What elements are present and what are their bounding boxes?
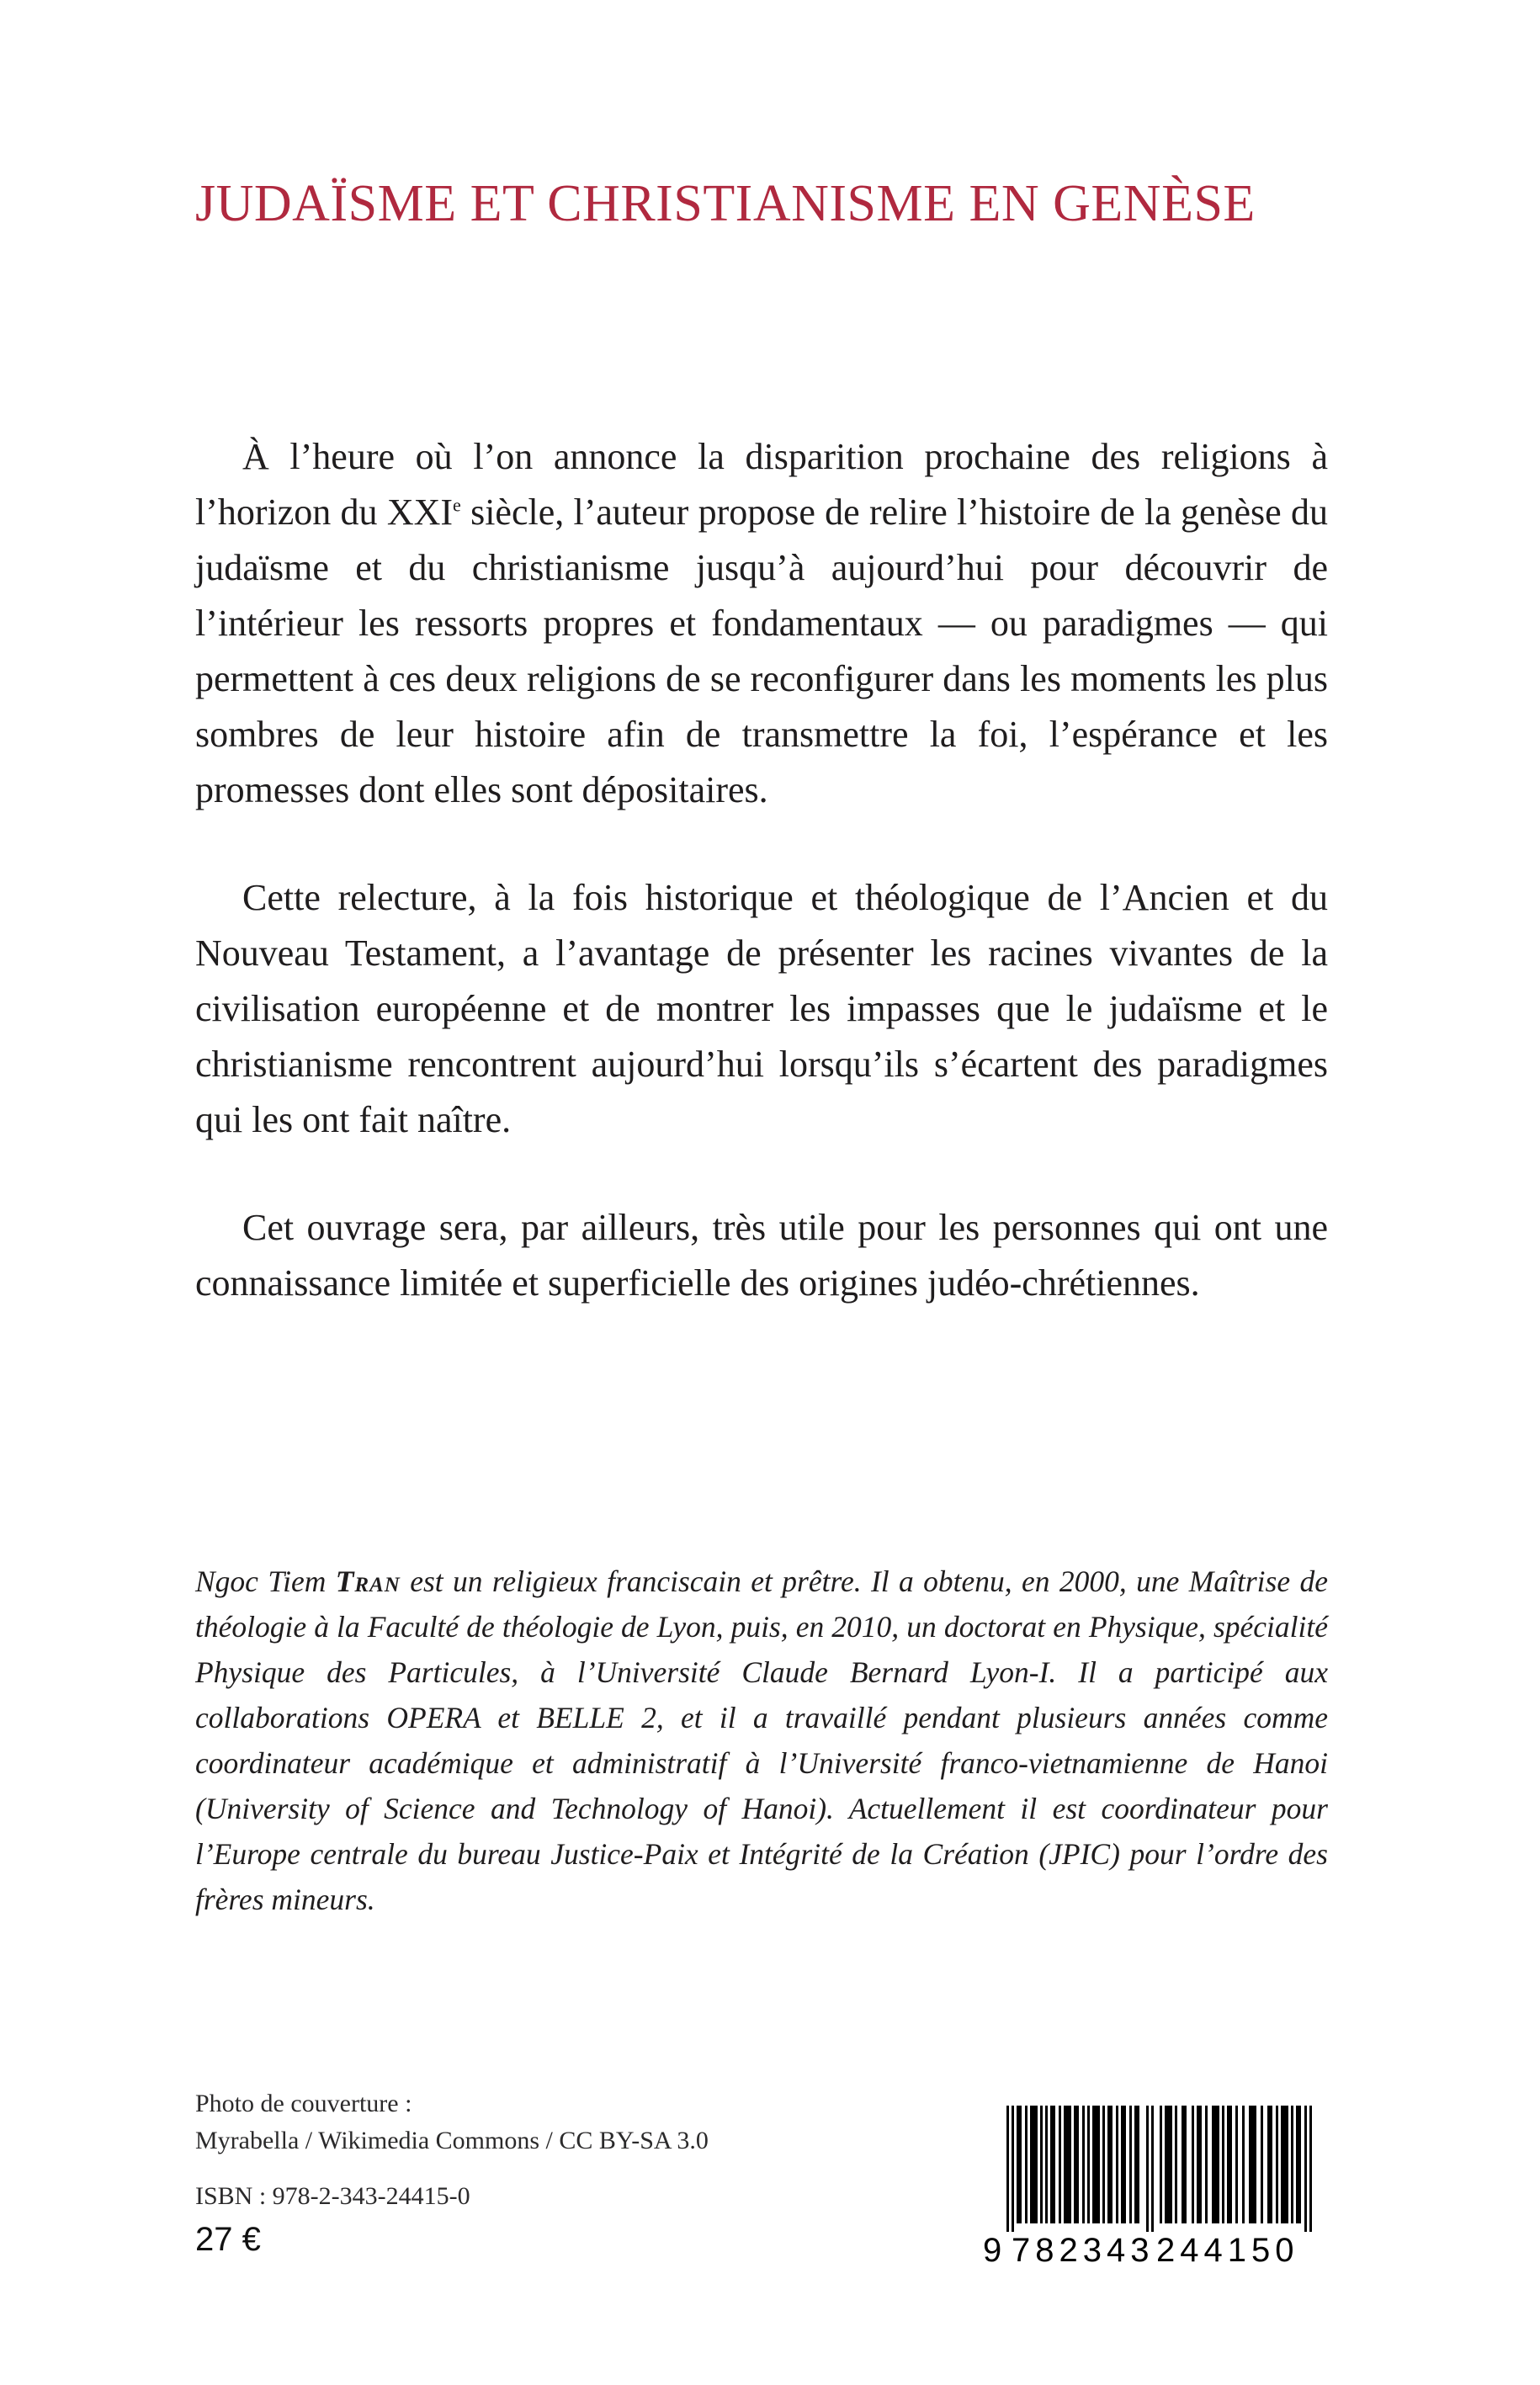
author-last-name: Tran xyxy=(335,1564,401,1598)
barcode-bars xyxy=(983,2106,1336,2232)
barcode-digit-first: 9 xyxy=(983,2232,1007,2269)
synopsis-paragraph-3: Cet ouvrage sera, par ailleurs, très utile pour les personnes qui ont une connaissance limitée et superficielle des origines judéo-chrétiennes. xyxy=(195,1207,1328,1304)
book-title: JUDAÏSME ET CHRISTIANISME EN GENÈSE xyxy=(195,175,1256,232)
barcode-digits-right: 244150 xyxy=(1156,2232,1299,2269)
barcode-digits-left: 782343 xyxy=(1012,2232,1155,2269)
photo-credit-label: Photo de couverture : xyxy=(195,2090,412,2117)
synopsis xyxy=(195,429,1328,1363)
synopsis-paragraph-2: Cette relecture, à la fois historique et théologique de l’Ancien et du Nouveau Testament, a l’avantage de présenter les racines vivantes de la civilisation européenne et de montrer les impasses que le judaïsme et le christianisme rencontrent aujourd’hui lorsqu’ils s’écartent des paradigmes qui les ont fait naître. xyxy=(195,877,1328,1140)
synopsis-p1-end: siècle, l’auteur propose de relire l’histoire de la genèse du judaïsme et du christianisme jusqu’à aujourd’hui pour découvrir de l’intérieur les ressorts propres et fondamentaux — ou paradigmes — qui permettent à ces deux religions de se reconfigurer dans les moments les plus sombres de leur histoire afin de transmettre la foi, l’espérance et les promesses dont elles sont dépositaires. xyxy=(195,491,1328,810)
isbn-barcode xyxy=(983,2106,1336,2271)
barcode-digits xyxy=(983,2230,1336,2271)
photo-credit xyxy=(195,2085,709,2159)
synopsis-paragraph-1 xyxy=(195,429,1328,818)
isbn: ISBN : 978-2-343-24415-0 xyxy=(195,2182,470,2210)
century-superscript: e xyxy=(453,494,461,516)
author-bio xyxy=(195,1559,1328,1922)
price: 27 € xyxy=(195,2221,261,2258)
author-bio-text: est un religieux franciscain et prêtre. Il a obtenu, en 2000, une Maîtrise de théologie à la Faculté de théologie de Lyon, puis, en 2010, un doctorat en Physique, spécialité Physique des Particules, à l’Université Claude Bernard Lyon-I. Il a participé aux collaborations OPERA et BELLE 2, et il a travaillé pendant plusieurs années comme coordinateur académique et administratif à l’Université franco-vietnamienne de Hanoi (University of Science and Technology of Hanoi). Actuellement il est coordinateur pour l’Europe centrale du bureau Justice-Paix et Intégrité de la Création (JPIC) pour l’ordre des frères mineurs. xyxy=(195,1564,1328,1916)
photo-credit-source: Myrabella / Wikimedia Commons / CC BY-SA 3.0 xyxy=(195,2127,709,2154)
author-first-name: Ngoc Tiem xyxy=(195,1564,336,1598)
synopsis-p1-start: À l’heure où l’on annonce la disparition prochaine des religions à l’horizon du XXI xyxy=(195,436,1328,533)
